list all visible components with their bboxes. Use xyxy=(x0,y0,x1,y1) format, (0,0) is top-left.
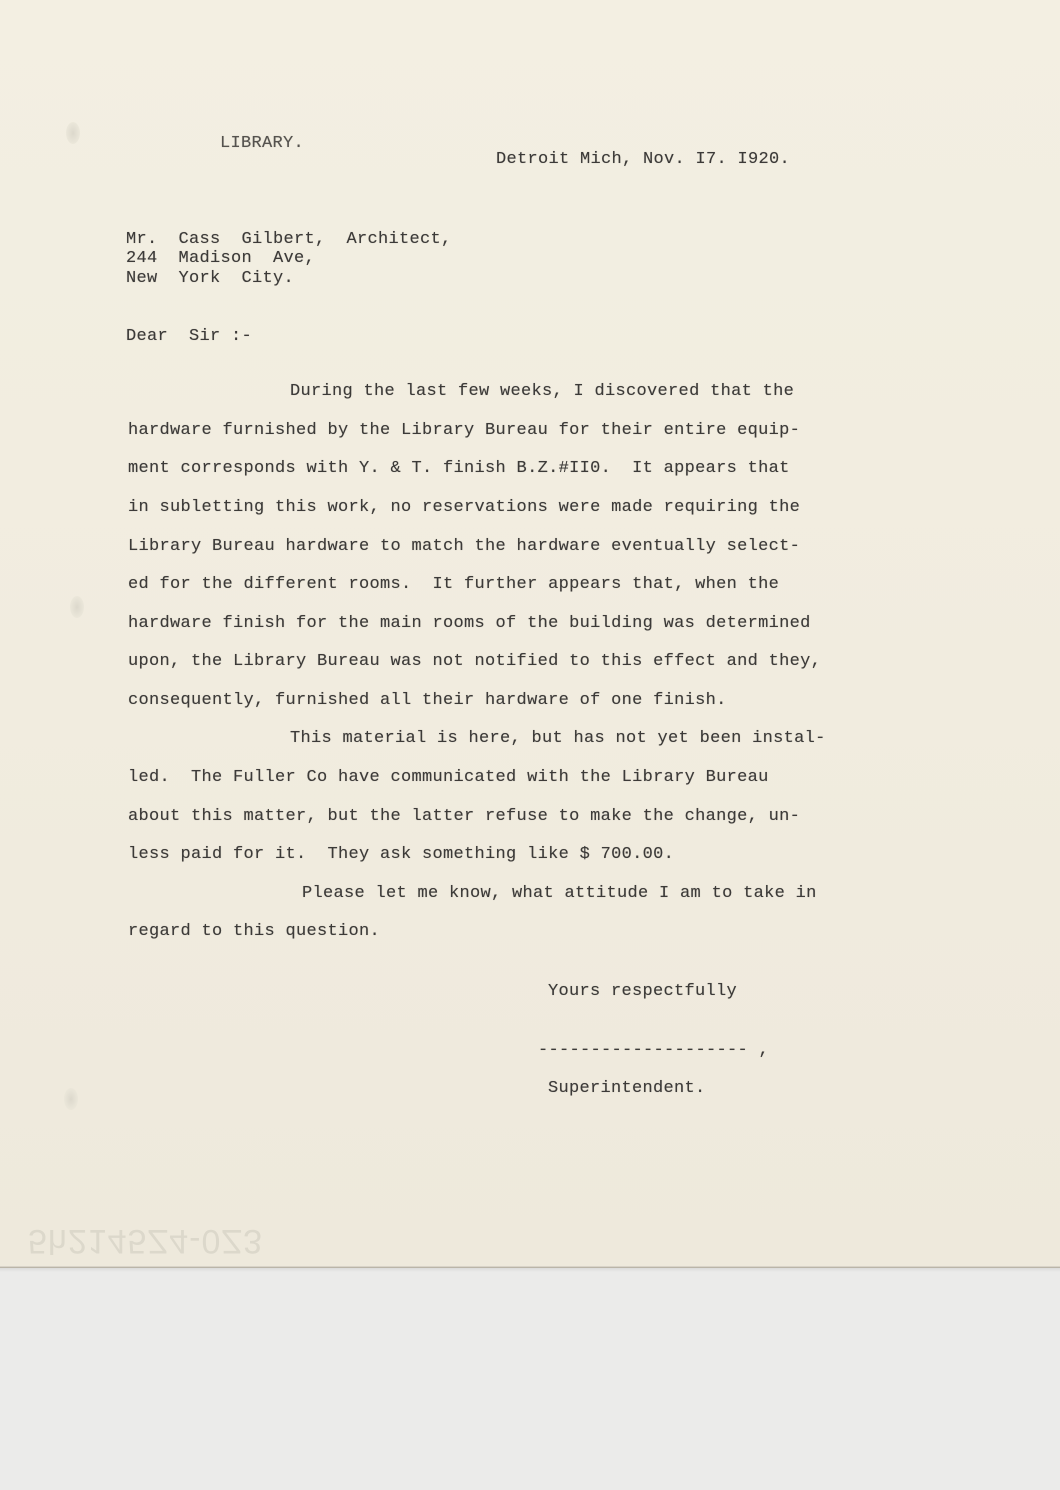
body-line: less paid for it. They ask something like $ 700.00. xyxy=(128,845,675,864)
body-line: hardware finish for the main rooms of the building was determined xyxy=(128,614,811,633)
punch-hole-middle xyxy=(70,596,84,618)
body-line: ment corresponds with Y. & T. finish B.Z.#II0. It appears that xyxy=(128,459,790,478)
department-heading: LIBRARY. xyxy=(220,134,305,153)
archive-number-bleedthrough: 5h2145Z4-0Z3 xyxy=(28,1222,264,1260)
body-line: regard to this question. xyxy=(128,922,381,941)
body-line: Library Bureau hardware to match the hardware eventually select- xyxy=(128,537,801,556)
body-line: Please let me know, what attitude I am to take in xyxy=(302,884,817,903)
body-line: upon, the Library Bureau was not notified to this effect and they, xyxy=(128,652,822,671)
body-line: led. The Fuller Co have communicated with the Library Bureau xyxy=(128,768,769,787)
address-line-3: New York City. xyxy=(126,269,295,288)
complimentary-close: Yours respectfully xyxy=(548,982,738,1001)
address-line-2: 244 Madison Ave, xyxy=(126,249,316,268)
signer-title: Superintendent. xyxy=(548,1079,706,1098)
body-line: This material is here, but has not yet been instal- xyxy=(290,729,826,748)
address-line-1: Mr. Cass Gilbert, Architect, xyxy=(126,230,452,249)
signature-line: -------------------- , xyxy=(538,1041,770,1060)
dateline: Detroit Mich, Nov. I7. I920. xyxy=(496,150,791,169)
punch-hole-top xyxy=(66,122,80,144)
punch-hole-bottom xyxy=(64,1088,78,1110)
body-line: in subletting this work, no reservations were made requiring the xyxy=(128,498,801,517)
body-line: ed for the different rooms. It further appears that, when the xyxy=(128,575,780,594)
body-line: hardware furnished by the Library Bureau for their entire equip- xyxy=(128,421,801,440)
salutation: Dear Sir :- xyxy=(126,327,253,346)
body-line: about this matter, but the latter refuse to make the change, un- xyxy=(128,807,801,826)
body-line: During the last few weeks, I discovered that the xyxy=(290,382,795,401)
body-line: consequently, furnished all their hardware of one finish. xyxy=(128,691,727,710)
